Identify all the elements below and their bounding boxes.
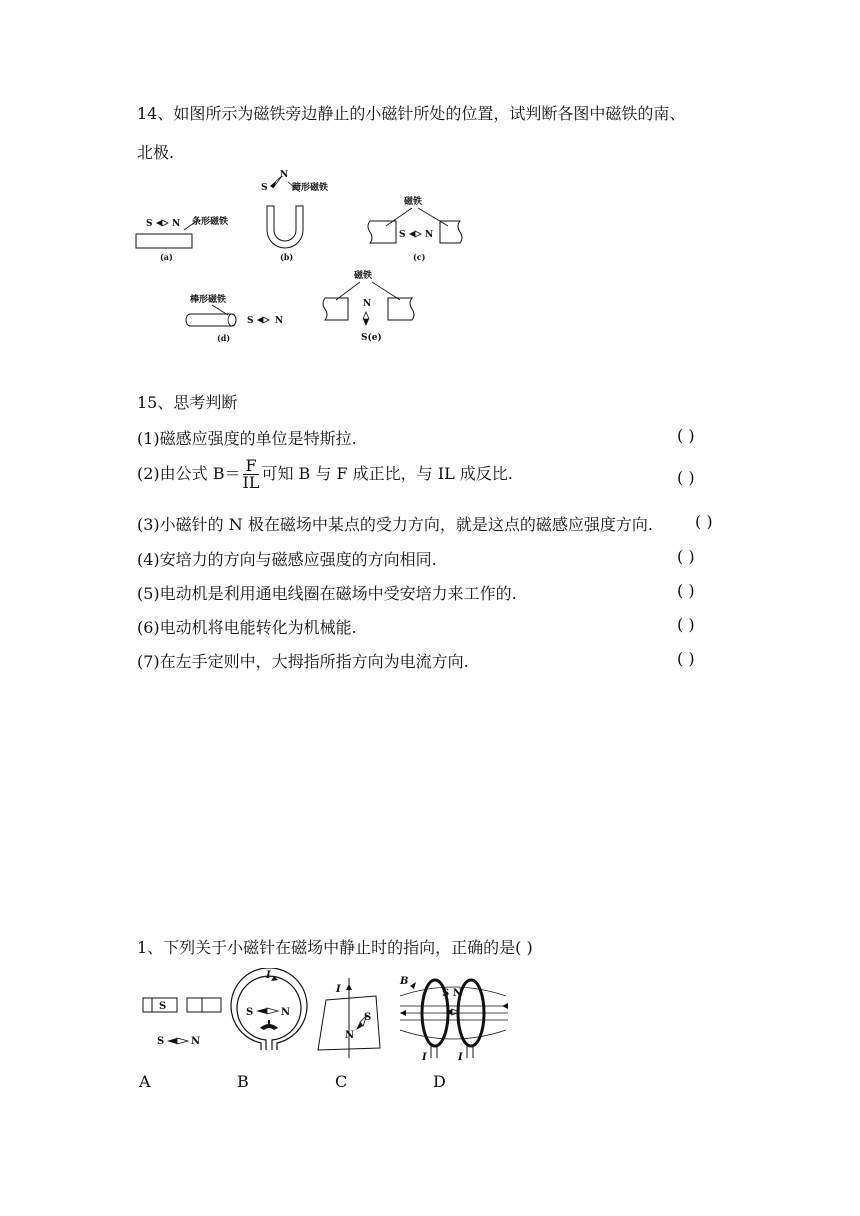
q15-paren-2[interactable]: ( ) xyxy=(677,468,695,487)
q15-item-4: (4)安培力的方向与磁感应强度的方向相同. xyxy=(137,550,437,569)
q15-title: 15、思考判断 xyxy=(137,393,238,412)
option-d[interactable]: D xyxy=(433,1072,446,1091)
fig14-e xyxy=(323,269,414,343)
fig14-d-label: 棒形磁铁 xyxy=(190,295,227,305)
q15-item-7: (7)在左手定则中，大拇指所指方向为电流方向. xyxy=(137,652,469,671)
q1-d-b: B xyxy=(400,976,409,987)
q1-a-s-box: S xyxy=(159,1001,167,1012)
q1-d-s: S xyxy=(442,988,450,999)
q15-paren-6[interactable]: ( ) xyxy=(677,615,695,634)
q1-d-i1: I xyxy=(422,1052,427,1063)
fig14-a-s: S xyxy=(146,219,153,229)
option-b[interactable]: B xyxy=(237,1072,249,1091)
q1-text: 1、下列关于小磁针在磁场中静止时的指向，正确的是( ) xyxy=(137,938,533,957)
formula-fraction xyxy=(243,458,260,491)
fig14-a xyxy=(136,215,228,262)
q1-fig-a xyxy=(143,998,221,1047)
q1-fig-b xyxy=(231,968,307,1050)
fig14-a-label: 条形磁铁 xyxy=(192,217,229,227)
fig14-c-s: S xyxy=(399,230,406,240)
fig14-d-n: N xyxy=(275,316,284,326)
q15-paren-7[interactable]: ( ) xyxy=(677,649,695,668)
fig14-d xyxy=(186,293,283,343)
q14-line2: 北极. xyxy=(137,143,175,162)
q1-a-s: S xyxy=(157,1036,165,1047)
fig14-b-caption: (b) xyxy=(280,252,294,262)
q1-d-n: N xyxy=(453,988,463,999)
fig14-a-n: N xyxy=(172,219,181,229)
q1-a-n: N xyxy=(191,1036,201,1047)
q15-item-5: (5)电动机是利用通电线圈在磁场中受安培力来工作的. xyxy=(137,584,517,603)
fig14-b-n: N xyxy=(280,170,289,180)
q15-item-3: (3)小磁针的 N 极在磁场中某点的受力方向，就是这点的磁感应强度方向. xyxy=(137,515,653,534)
q1-d-i2: I xyxy=(458,1052,463,1063)
q14-line1: 14、如图所示为磁铁旁边静止的小磁针所处的位置，试判断各图中磁铁的南、 xyxy=(137,104,686,123)
fig14-d-caption: (d) xyxy=(217,333,231,343)
q15-item-2 xyxy=(137,458,513,491)
fig14-c-caption: (c) xyxy=(413,252,426,262)
fig14-b-s: S xyxy=(261,183,268,193)
fig14-e-n: N xyxy=(363,299,372,309)
fig14-b xyxy=(261,170,328,262)
fig14-b-label: 蹄形磁铁 xyxy=(292,183,329,193)
q1-fig-d xyxy=(399,976,508,1063)
fig14-d-s: S xyxy=(247,316,254,326)
q15-paren-3[interactable]: ( ) xyxy=(695,512,713,531)
fig14-e-label: 磁铁 xyxy=(354,271,373,281)
option-a[interactable]: A xyxy=(139,1072,151,1091)
magnet-figure-14 xyxy=(120,168,500,353)
fraction-numerator: F xyxy=(243,458,260,475)
q15-paren-4[interactable]: ( ) xyxy=(677,547,695,566)
q1-c-s: S xyxy=(364,1012,372,1023)
q15-paren-1[interactable]: ( ) xyxy=(677,426,695,445)
fig14-c xyxy=(368,195,462,262)
fig14-c-label: 磁铁 xyxy=(404,197,423,207)
fig14-a-caption: (a) xyxy=(160,252,173,262)
q1-b-n: N xyxy=(281,1007,291,1018)
fig14-c-n: N xyxy=(425,230,434,240)
q15-item-1: (1)磁感应强度的单位是特斯拉. xyxy=(137,429,357,448)
fraction-denominator: IL xyxy=(242,473,260,492)
q15-item-2-pre: (2)由公式 B＝ xyxy=(137,464,241,483)
q15-item-6: (6)电动机将电能转化为机械能. xyxy=(137,618,357,637)
q1-b-i: I xyxy=(266,970,271,981)
q1-b-s: S xyxy=(246,1007,254,1018)
option-c[interactable]: C xyxy=(335,1072,348,1091)
q1-c-i: I xyxy=(336,984,341,995)
q1-figures xyxy=(130,968,520,1063)
q15-item-2-post: 可知 B 与 F 成正比，与 IL 成反比. xyxy=(261,464,513,483)
q15-paren-5[interactable]: ( ) xyxy=(677,581,695,600)
q1-c-n: N xyxy=(345,1030,355,1041)
fig14-e-caption: S(e) xyxy=(361,333,382,343)
q1-fig-c xyxy=(318,978,380,1058)
